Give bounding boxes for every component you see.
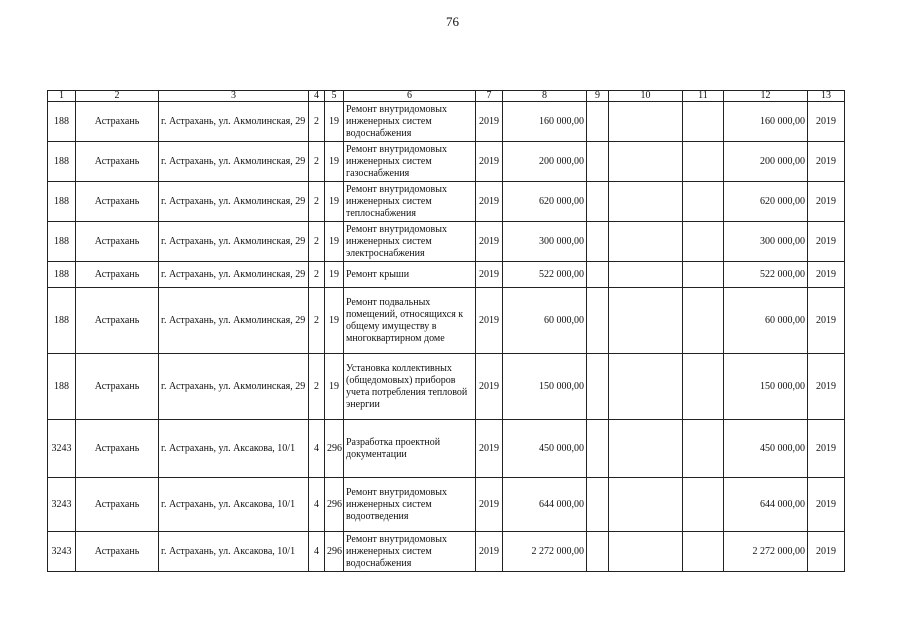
cell-house-id: 188: [48, 222, 76, 262]
cell-address: г. Астрахань, ул. Аксакова, 10/1: [159, 420, 309, 478]
cell-total-cost: 300 000,00: [724, 222, 808, 262]
cell-col-10: [609, 222, 683, 262]
cell-cost: 644 000,00: [503, 478, 587, 532]
cell-total-cost: 450 000,00: [724, 420, 808, 478]
cell-year: 2019: [476, 142, 503, 182]
cell-col-11: [683, 102, 724, 142]
cell-house-id: 188: [48, 262, 76, 288]
cell-address: г. Астрахань, ул. Акмолинская, 29: [159, 182, 309, 222]
cell-total-cost: 60 000,00: [724, 288, 808, 354]
cell-col-11: [683, 288, 724, 354]
column-header-6: 6: [344, 91, 476, 102]
cell-col-10: [609, 288, 683, 354]
column-header-9: 9: [587, 91, 609, 102]
cell-house-id: 3243: [48, 532, 76, 572]
cell-col-4: 4: [309, 478, 325, 532]
cell-house-id: 188: [48, 354, 76, 420]
cell-col-4: 2: [309, 262, 325, 288]
cell-col-5: 19: [325, 102, 344, 142]
cell-cost: 522 000,00: [503, 262, 587, 288]
cell-house-id: 3243: [48, 420, 76, 478]
cell-year: 2019: [476, 288, 503, 354]
table-row: [48, 142, 845, 182]
cell-total-cost: 522 000,00: [724, 262, 808, 288]
cell-address: г. Астрахань, ул. Акмолинская, 29: [159, 262, 309, 288]
cell-col-9: [587, 420, 609, 478]
cell-cost: 2 272 000,00: [503, 532, 587, 572]
table-row: [48, 222, 845, 262]
cell-address: г. Астрахань, ул. Аксакова, 10/1: [159, 532, 309, 572]
cell-cost: 450 000,00: [503, 420, 587, 478]
cell-col-11: [683, 262, 724, 288]
cell-col-4: 2: [309, 222, 325, 262]
cell-total-cost: 150 000,00: [724, 354, 808, 420]
cell-col-5: 19: [325, 354, 344, 420]
cell-col-11: [683, 182, 724, 222]
cell-total-cost: 2 272 000,00: [724, 532, 808, 572]
table-row: [48, 354, 845, 420]
cell-cost: 60 000,00: [503, 288, 587, 354]
repair-program-table: [47, 90, 845, 572]
cell-end-year: 2019: [808, 182, 845, 222]
cell-end-year: 2019: [808, 222, 845, 262]
cell-col-11: [683, 354, 724, 420]
column-header-13: 13: [808, 91, 845, 102]
table-row: [48, 262, 845, 288]
cell-address: г. Астрахань, ул. Акмолинская, 29: [159, 142, 309, 182]
cell-col-10: [609, 420, 683, 478]
cell-end-year: 2019: [808, 142, 845, 182]
cell-house-id: 3243: [48, 478, 76, 532]
cell-col-5: 296: [325, 532, 344, 572]
cell-total-cost: 160 000,00: [724, 102, 808, 142]
cell-cost: 150 000,00: [503, 354, 587, 420]
cell-municipality: Астрахань: [76, 142, 159, 182]
cell-cost: 620 000,00: [503, 182, 587, 222]
column-header-8: 8: [503, 91, 587, 102]
column-number-row: [48, 91, 845, 102]
cell-col-4: 2: [309, 102, 325, 142]
cell-year: 2019: [476, 354, 503, 420]
cell-year: 2019: [476, 262, 503, 288]
cell-address: г. Астрахань, ул. Акмолинская, 29: [159, 102, 309, 142]
cell-address: г. Астрахань, ул. Акмолинская, 29: [159, 288, 309, 354]
cell-house-id: 188: [48, 142, 76, 182]
cell-col-9: [587, 262, 609, 288]
column-header-12: 12: [724, 91, 808, 102]
cell-col-10: [609, 478, 683, 532]
cell-municipality: Астрахань: [76, 288, 159, 354]
cell-house-id: 188: [48, 288, 76, 354]
cell-col-11: [683, 532, 724, 572]
cell-address: г. Астрахань, ул. Акмолинская, 29: [159, 222, 309, 262]
cell-house-id: 188: [48, 102, 76, 142]
cell-municipality: Астрахань: [76, 262, 159, 288]
column-header-11: 11: [683, 91, 724, 102]
cell-work-type: Установка коллективных (общедомовых) приборов учета потребления тепловой энергии: [344, 354, 476, 420]
cell-work-type: Ремонт внутридомовых инженерных систем водоснабжения: [344, 532, 476, 572]
cell-col-4: 2: [309, 288, 325, 354]
cell-col-11: [683, 222, 724, 262]
cell-end-year: 2019: [808, 420, 845, 478]
cell-col-5: 19: [325, 222, 344, 262]
column-header-2: 2: [76, 91, 159, 102]
cell-end-year: 2019: [808, 478, 845, 532]
cell-col-9: [587, 182, 609, 222]
cell-col-5: 19: [325, 262, 344, 288]
cell-work-type: Ремонт крыши: [344, 262, 476, 288]
cell-col-4: 2: [309, 142, 325, 182]
cell-municipality: Астрахань: [76, 420, 159, 478]
cell-col-5: 19: [325, 142, 344, 182]
cell-municipality: Астрахань: [76, 532, 159, 572]
cell-col-5: 19: [325, 288, 344, 354]
cell-col-10: [609, 142, 683, 182]
cell-total-cost: 620 000,00: [724, 182, 808, 222]
cell-col-11: [683, 420, 724, 478]
cell-year: 2019: [476, 478, 503, 532]
cell-year: 2019: [476, 420, 503, 478]
cell-col-10: [609, 532, 683, 572]
cell-col-9: [587, 222, 609, 262]
cell-col-5: 296: [325, 478, 344, 532]
table-row: [48, 288, 845, 354]
cell-col-4: 2: [309, 354, 325, 420]
cell-col-9: [587, 354, 609, 420]
cell-address: г. Астрахань, ул. Акмолинская, 29: [159, 354, 309, 420]
page-number: 76: [446, 14, 459, 29]
cell-col-11: [683, 478, 724, 532]
cell-year: 2019: [476, 102, 503, 142]
cell-end-year: 2019: [808, 532, 845, 572]
column-header-3: 3: [159, 91, 309, 102]
column-header-4: 4: [309, 91, 325, 102]
cell-cost: 200 000,00: [503, 142, 587, 182]
cell-work-type: Ремонт внутридомовых инженерных систем электроснабжения: [344, 222, 476, 262]
cell-end-year: 2019: [808, 262, 845, 288]
cell-col-4: 4: [309, 420, 325, 478]
cell-work-type: Ремонт внутридомовых инженерных систем водоснабжения: [344, 102, 476, 142]
table-row: [48, 532, 845, 572]
cell-cost: 300 000,00: [503, 222, 587, 262]
cell-municipality: Астрахань: [76, 182, 159, 222]
cell-year: 2019: [476, 222, 503, 262]
cell-work-type: Ремонт внутридомовых инженерных систем водоотведения: [344, 478, 476, 532]
cell-house-id: 188: [48, 182, 76, 222]
cell-address: г. Астрахань, ул. Аксакова, 10/1: [159, 478, 309, 532]
cell-total-cost: 644 000,00: [724, 478, 808, 532]
table-row: [48, 420, 845, 478]
cell-work-type: Разработка проектной документации: [344, 420, 476, 478]
cell-col-4: 2: [309, 182, 325, 222]
column-header-5: 5: [325, 91, 344, 102]
cell-col-9: [587, 142, 609, 182]
cell-work-type: Ремонт подвальных помещений, относящихся к общему имуществу в многоквартирном доме: [344, 288, 476, 354]
cell-total-cost: 200 000,00: [724, 142, 808, 182]
cell-end-year: 2019: [808, 354, 845, 420]
cell-col-9: [587, 478, 609, 532]
table-row: [48, 182, 845, 222]
cell-municipality: Астрахань: [76, 102, 159, 142]
cell-end-year: 2019: [808, 102, 845, 142]
cell-municipality: Астрахань: [76, 354, 159, 420]
cell-year: 2019: [476, 532, 503, 572]
cell-end-year: 2019: [808, 288, 845, 354]
cell-col-10: [609, 182, 683, 222]
column-header-7: 7: [476, 91, 503, 102]
cell-year: 2019: [476, 182, 503, 222]
column-header-1: 1: [48, 91, 76, 102]
cell-col-10: [609, 262, 683, 288]
cell-col-9: [587, 288, 609, 354]
cell-col-5: 296: [325, 420, 344, 478]
cell-col-11: [683, 142, 724, 182]
cell-col-9: [587, 102, 609, 142]
cell-col-10: [609, 354, 683, 420]
table-row: [48, 478, 845, 532]
cell-col-9: [587, 532, 609, 572]
table-row: [48, 102, 845, 142]
cell-municipality: Астрахань: [76, 478, 159, 532]
cell-col-4: 4: [309, 532, 325, 572]
cell-work-type: Ремонт внутридомовых инженерных систем газоснабжения: [344, 142, 476, 182]
cell-col-5: 19: [325, 182, 344, 222]
cell-work-type: Ремонт внутридомовых инженерных систем теплоснабжения: [344, 182, 476, 222]
column-header-10: 10: [609, 91, 683, 102]
cell-col-10: [609, 102, 683, 142]
cell-municipality: Астрахань: [76, 222, 159, 262]
cell-cost: 160 000,00: [503, 102, 587, 142]
